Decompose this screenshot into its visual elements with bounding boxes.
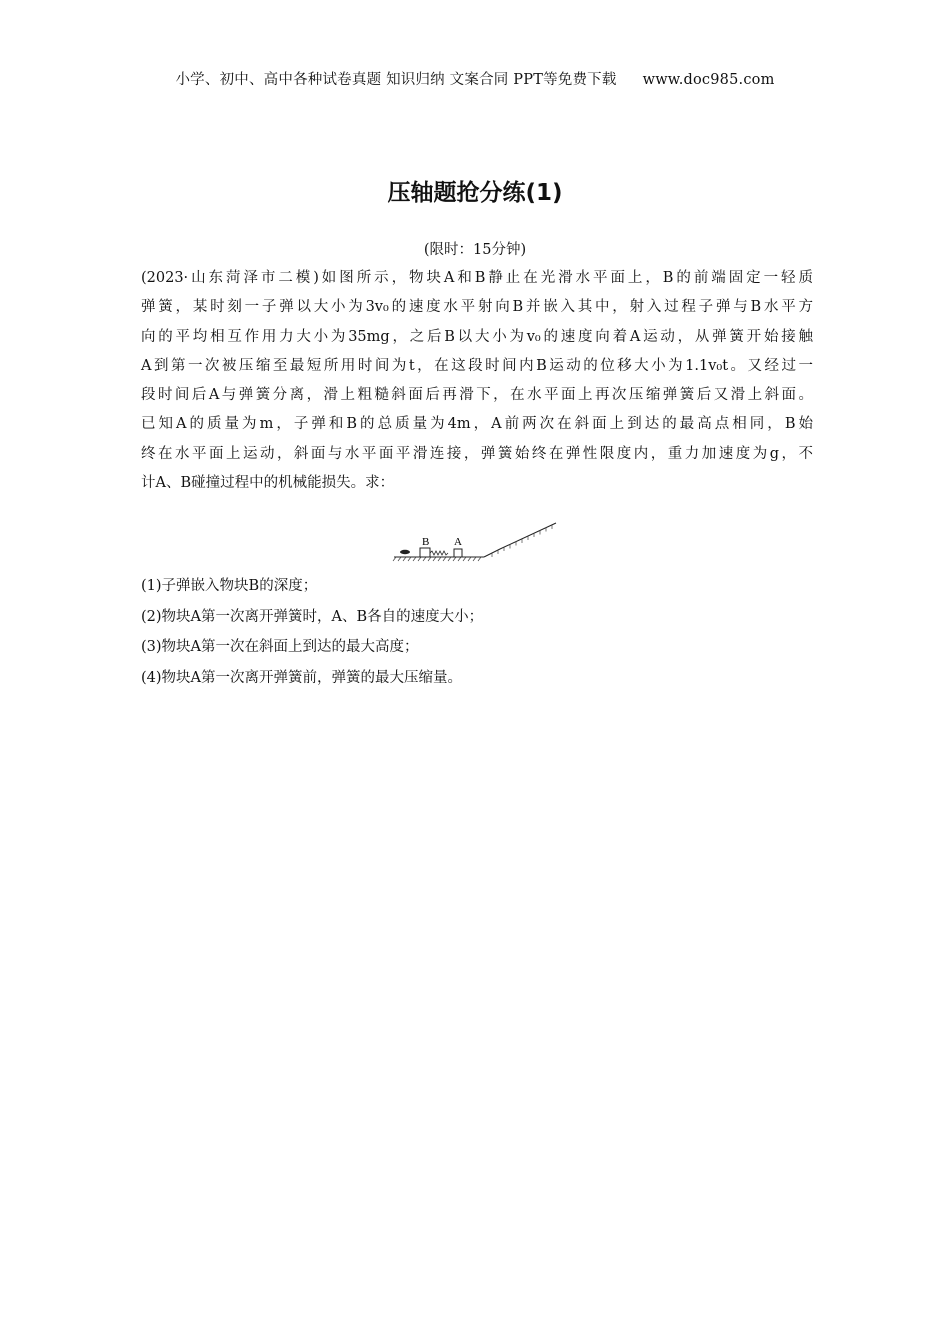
- header-text: 小学、初中、高中各种试卷真题 知识归纳 文案合同 PPT等免费下载: [175, 72, 617, 88]
- problem-line: 向的平均相互作用力大小为35mg，之后B以大小为v₀的速度向着A运动，从弹簧开始接触: [141, 328, 813, 345]
- spring: [430, 551, 448, 555]
- question-3: (3)物块A第一次在斜面上到达的最大高度；: [141, 639, 419, 655]
- problem-line: 段时间后A与弹簧分离，滑上粗糙斜面后再滑下，在水平面上再次压缩弹簧后又滑上斜面。: [141, 387, 813, 404]
- problem-line: 弹簧，某时刻一子弹以大小为3v₀的速度水平射向B并嵌入其中，射入过程子弹与B水平方: [141, 299, 813, 316]
- time-limit: (限时：15分钟): [423, 242, 527, 258]
- question-2: (2)物块A第一次离开弹簧时，A、B各自的速度大小；: [141, 608, 484, 625]
- physics-diagram: [392, 520, 560, 564]
- block-b: [420, 548, 430, 557]
- label-b: B: [422, 536, 430, 548]
- problem-line: 计A、B碰撞过程中的机械能损失。求：: [141, 475, 395, 492]
- ground-hatching: [393, 557, 481, 561]
- page-title: 压轴题抢分练(1): [387, 180, 563, 206]
- question-list: [141, 571, 483, 693]
- slope-line: [484, 523, 556, 557]
- problem-line: 终在水平面上运动，斜面与水平面平滑连接，弹簧始终在弹性限度内，重力加速度为g，不: [141, 445, 813, 462]
- problem-line: (2023·山东菏泽市二模)如图所示，物块A和B静止在光滑水平面上，B的前端固定一轻质: [141, 270, 813, 286]
- header-url[interactable]: www.doc985.com: [642, 72, 775, 88]
- problem-statement: [141, 264, 813, 498]
- bullet: [400, 550, 410, 554]
- slope-hatching: [492, 525, 552, 557]
- label-a: A: [454, 536, 462, 548]
- block-a: [454, 549, 462, 557]
- problem-line: 已知A的质量为m，子弹和B的总质量为4m，A前两次在斜面上到达的最高点相同，B始: [141, 416, 813, 433]
- problem-line: A到第一次被压缩至最短所用时间为t，在这段时间内B运动的位移大小为1.1v₀t。又经过一: [141, 357, 813, 374]
- page-header: [0, 68, 950, 89]
- question-4: (4)物块A第一次离开弹簧前，弹簧的最大压缩量。: [141, 669, 463, 686]
- question-1: (1)子弹嵌入物块B的深度；: [141, 578, 318, 594]
